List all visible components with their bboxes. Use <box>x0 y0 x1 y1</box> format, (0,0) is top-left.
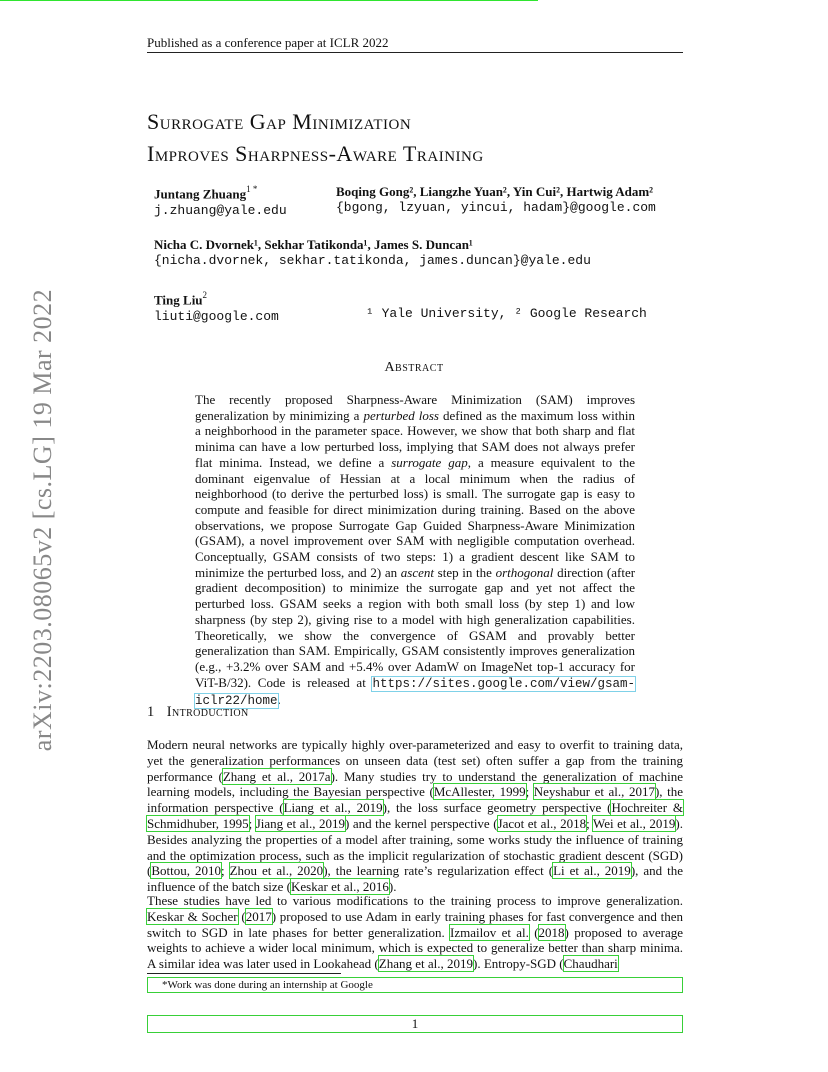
citation-link[interactable]: McAllester, 1999 <box>433 784 526 800</box>
paragraph-text: ( <box>528 924 539 940</box>
paragraph-text: ) proposed to use Adam in early training phases for fast convergence and then switch to SGD in late phases for better generalization. <box>147 908 683 940</box>
paragraph-text: ) proposed to average weights to achieve a wider local minimum, which is expected to generalize better than sharp minima. A similar idea was later used in Lookahead ( <box>147 924 683 972</box>
footnote-link[interactable] <box>147 977 683 993</box>
citation-link[interactable]: Keskar & Socher <box>147 908 238 924</box>
citation-link[interactable]: Bottou, 2010 <box>151 863 221 879</box>
citation-link[interactable]: Wei et al., 2019 <box>592 815 676 831</box>
author-sup: 2 <box>202 290 208 300</box>
paper-title <box>147 106 484 170</box>
author-names: Boqing Gong², Liangzhe Yuan², Yin Cui², Hartwig Adam² <box>336 184 654 199</box>
section-title: Introduction <box>166 704 249 720</box>
paragraph-text: ), the learning rate’s regularization effect ( <box>323 863 554 879</box>
running-header: Published as a conference paper at ICLR 2022 <box>147 35 389 50</box>
author-names: Nicha C. Dvornek¹, Sekhar Tatikonda¹, James S. Duncan¹ <box>154 237 473 252</box>
paragraph-text: ; <box>586 815 593 831</box>
citation-link[interactable]: Jacot et al., 2018 <box>497 815 587 831</box>
citation-link[interactable]: Zhang et al., 2019 <box>378 956 473 972</box>
author-name: Juntang Zhuang <box>154 186 247 202</box>
paragraph-text: ). Many studies try to understand the generalization of machine learning models, including the Bayesian perspective ( <box>147 768 684 800</box>
author-name: Ting Liu <box>154 292 203 308</box>
arxiv-stamp <box>18 280 68 760</box>
author-sup: 1 * <box>246 184 258 194</box>
paragraph-text: ), and the influence of the batch size ( <box>147 863 683 895</box>
citation-link[interactable]: Izmailov et al. <box>450 924 529 940</box>
paragraph-text: ; <box>525 784 534 800</box>
citation-link[interactable]: Li et al., 2019 <box>553 863 631 879</box>
citation-link[interactable]: Chaudhari <box>563 956 618 972</box>
author-ting <box>154 290 279 324</box>
abstract-body: The recently proposed Sharpness-Aware Minimization (SAM) improves generalization by minimizing a perturbed loss defined as the maximum loss within a neighborhood in the parameter space. However, we show that both sharp and flat minima can have a low perturbed loss, implying that SAM does not always prefer flat minima. Instead, we define a surrogate gap, a measure equivalent to the dominant eigenvalue of Hessian at a local minimum when the radius of neighborhood (to derive the perturbed loss) is small. The surrogate gap is easy to compute and feasible for direct minimization during training. Based on the above observations, we propose Surrogate Gap Guided Sharpness-Aware Minimization (GSAM), a novel improvement over SAM with negligible computation overhead. Conceptually, GSAM consists of two steps: 1) a gradient descent like SAM to minimize the perturbed loss, and 2) an ascent step in the orthogonal direction (after gradient decomposition) to minimize the surrogate gap and yet not affect the perturbed loss. GSAM seeks a region with both small loss (by step 1) and low sharpness (by step 2), giving rise to a model with high generalization capabilities. Theoretically, we show the convergence of GSAM and provably better generalization than SAM. Empirically, GSAM consistently improves generalization (e.g., +3.2% over SAM and +5.4% over AdamW on ImageNet top-1 accuracy for ViT-B/32). Code is released at https://sites.google.com/view/gsam-iclr22/home. <box>195 392 636 709</box>
paragraph-text: ), the information perspective ( <box>147 784 683 816</box>
paragraph-text: ; <box>220 863 230 879</box>
author-email: {nicha.dvornek, sekhar.tatikonda, james.duncan}@yale.edu <box>154 253 591 268</box>
paragraph-text: ; <box>248 815 256 831</box>
intro-paragraph-2 <box>147 893 683 972</box>
title-line-2: Improves Sharpness-Aware Training <box>147 141 484 166</box>
citation-link[interactable]: Liang et al., 2019 <box>283 800 383 816</box>
header-rule <box>147 52 683 53</box>
top-highlight-line <box>0 0 538 1</box>
citation-link[interactable]: Hochreiter & Schmidhuber, 1995 <box>147 800 683 831</box>
footnote-text: *Work was done during an internship at Google <box>162 979 373 991</box>
intro-paragraph-1 <box>147 737 683 895</box>
author-email: {bgong, lzyuan, yincui, hadam}@google.com <box>336 200 656 215</box>
citation-link[interactable]: Zhou et al., 2020 <box>229 863 324 879</box>
paragraph-text: These studies have led to various modifications to the training process to improve generalization. <box>147 893 683 908</box>
paragraph-text: ). Besides analyzing the properties of a model after training, some works study the influence of training and the optimization process, such as the implicit regularization of stochastic gradient descent (SGD) ( <box>147 815 683 879</box>
citation-link[interactable]: Zhang et al., 2017a <box>222 768 331 784</box>
citation-link[interactable]: Jiang et al., 2019 <box>255 815 345 831</box>
section-number: 1 <box>147 704 155 720</box>
author-group-google <box>336 184 656 215</box>
footnote-rule <box>147 973 341 974</box>
page-number-link[interactable] <box>147 1015 683 1033</box>
author-email: liuti@google.com <box>154 309 279 325</box>
arxiv-id: arXiv:2203.08065v2 [cs.LG] 19 Mar 2022 <box>28 288 57 752</box>
author-group-yale <box>154 237 591 268</box>
citation-link[interactable]: Neyshabur et al., 2017 <box>533 784 655 800</box>
affiliations: ¹ Yale University, ² Google Research <box>366 306 647 321</box>
author-juntang <box>154 184 287 218</box>
paragraph-text: ). Entropy-SGD ( <box>473 956 564 972</box>
title-line-1: Surrogate Gap Minimization <box>147 109 412 134</box>
paragraph-text: ) and the kernel perspective ( <box>344 815 498 831</box>
paragraph-text: ( <box>237 908 246 924</box>
citation-link[interactable]: Keskar et al., 2016 <box>291 879 389 895</box>
paragraph-text: ). <box>388 879 397 895</box>
abstract-heading: Abstract <box>384 360 444 375</box>
citation-link[interactable]: 2017 <box>245 908 272 924</box>
paragraph-text: Modern neural networks are typically highly over-parameterized and easy to overfit to training data, yet the generalization performances on unseen data (test set) often suffer a gap from the training performance ( <box>147 737 683 784</box>
code-url-link[interactable]: https://sites.google.com/view/gsam-iclr22/home <box>195 676 636 709</box>
citation-link[interactable]: 2018 <box>538 924 565 940</box>
page-number: 1 <box>411 1016 419 1031</box>
paragraph-text: ), the loss surface geometry perspective ( <box>382 800 612 816</box>
section-heading <box>147 704 249 721</box>
author-email: j.zhuang@yale.edu <box>154 203 287 219</box>
